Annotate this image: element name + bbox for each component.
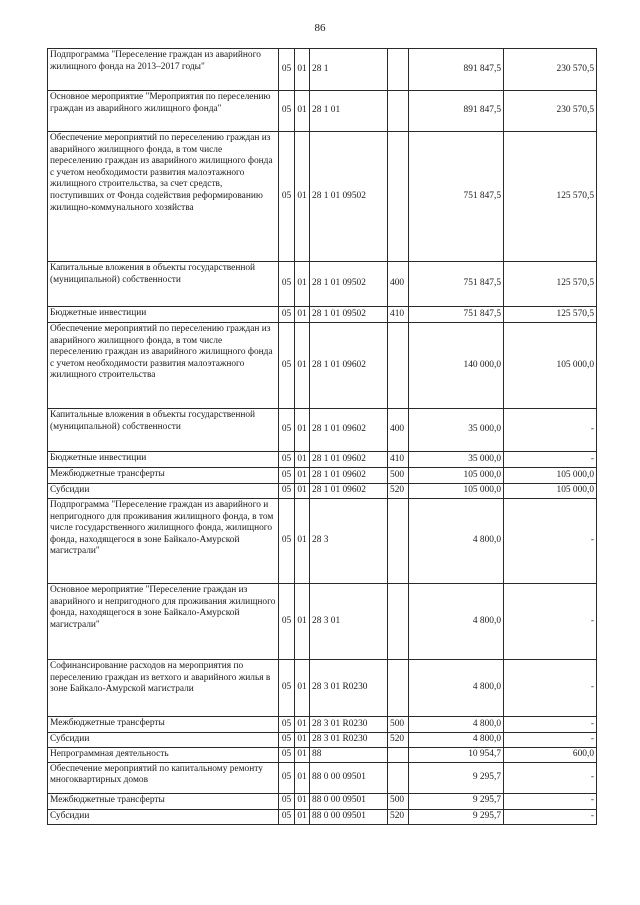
amount-year-1: 35 000,0 [409,409,504,452]
amount-year-1: 10 954,7 [409,748,504,763]
target-article-code: 88 0 00 09501 [310,793,388,809]
subsection-code: 01 [295,49,310,91]
target-article-code: 28 3 [310,499,388,584]
section-code: 05 [279,762,295,793]
amount-year-2: 125 570,5 [504,132,597,262]
section-code: 05 [279,733,295,748]
amount-year-2: - [504,762,597,793]
row-name: Основное мероприятие "Переселение граждан из аварийного и непригодного для проживания жилищного фонда, находящегося в зоне Байкало-Амурской магистрали" [48,584,279,660]
amount-year-1: 105 000,0 [409,484,504,499]
subsection-code: 01 [295,809,310,824]
section-code: 05 [279,809,295,824]
target-article-code: 28 3 01 [310,584,388,660]
table-row [48,499,597,584]
subsection-code: 01 [295,409,310,452]
expense-type-code: 520 [388,733,409,748]
subsection-code: 01 [295,323,310,409]
row-name: Обеспечение мероприятий по капитальному ремонту многоквартирных домов [48,762,279,793]
amount-year-1: 9 295,7 [409,793,504,809]
subsection-code: 01 [295,733,310,748]
table-row [48,409,597,452]
row-name: Межбюджетные трансферты [48,793,279,809]
target-article-code: 28 3 01 R0230 [310,733,388,748]
subsection-code: 01 [295,717,310,733]
expense-type-code [388,748,409,763]
amount-year-2: 105 000,0 [504,484,597,499]
amount-year-2: - [504,733,597,748]
subsection-code: 01 [295,584,310,660]
subsection-code: 01 [295,468,310,484]
amount-year-1: 751 847,5 [409,132,504,262]
row-name: Непрограммная деятельность [48,748,279,763]
table-row [48,809,597,824]
expense-type-code: 400 [388,262,409,307]
row-name: Софинансирование расходов на мероприятия по переселению граждан из ветхого и аварийного жилья в зоне Байкало-Амурской магистрали [48,660,279,717]
row-name: Основное мероприятие "Мероприятия по переселению граждан из аварийного жилищного фонда" [48,91,279,132]
amount-year-1: 4 800,0 [409,584,504,660]
target-article-code: 88 0 00 09501 [310,762,388,793]
amount-year-1: 751 847,5 [409,307,504,323]
amount-year-1: 4 800,0 [409,499,504,584]
table-row [48,132,597,262]
target-article-code: 88 [310,748,388,763]
row-name: Капитальные вложения в объекты государственной (муниципальной) собственности [48,262,279,307]
table-row [48,793,597,809]
section-code: 05 [279,468,295,484]
row-name: Подпрограмма "Переселение граждан из аварийного и непригодного для проживания жилищного фонда, в том числе государственного жилищного фонда, жилищного фонда, находящегося в зоне Байкало-Амурской магистрали" [48,499,279,584]
subsection-code: 01 [295,132,310,262]
table-row [48,748,597,763]
row-name: Субсидии [48,484,279,499]
expense-type-code: 410 [388,307,409,323]
subsection-code: 01 [295,484,310,499]
target-article-code: 28 1 01 09602 [310,468,388,484]
section-code: 05 [279,262,295,307]
section-code: 05 [279,307,295,323]
table-row [48,733,597,748]
amount-year-2: - [504,793,597,809]
amount-year-2: - [504,809,597,824]
amount-year-1: 751 847,5 [409,262,504,307]
target-article-code: 28 1 01 09502 [310,132,388,262]
target-article-code: 88 0 00 09501 [310,809,388,824]
amount-year-2: 230 570,5 [504,91,597,132]
target-article-code: 28 1 01 09602 [310,484,388,499]
amount-year-1: 35 000,0 [409,452,504,468]
target-article-code: 28 1 01 09602 [310,409,388,452]
subsection-code: 01 [295,660,310,717]
subsection-code: 01 [295,262,310,307]
table-row [48,484,597,499]
expense-type-code: 500 [388,717,409,733]
section-code: 05 [279,748,295,763]
table-row [48,468,597,484]
section-code: 05 [279,484,295,499]
page-number: 86 [314,22,326,34]
target-article-code: 28 1 01 [310,91,388,132]
expense-type-code: 410 [388,452,409,468]
amount-year-2: - [504,717,597,733]
amount-year-1: 9 295,7 [409,809,504,824]
subsection-code: 01 [295,762,310,793]
subsection-code: 01 [295,499,310,584]
row-name: Обеспечение мероприятий по переселению граждан из аварийного жилищного фонда, в том числе переселению граждан из аварийного жилищного фонда с учетом необходимости развития малоэтажного жилищного строительства, за счет средств, поступивших от Фонда содействия реформированию жилищно-коммунального хозяйства [48,132,279,262]
expense-type-code [388,323,409,409]
amount-year-1: 9 295,7 [409,762,504,793]
expense-type-code: 520 [388,809,409,824]
row-name: Капитальные вложения в объекты государственной (муниципальной) собственности [48,409,279,452]
subsection-code: 01 [295,91,310,132]
target-article-code: 28 3 01 R0230 [310,717,388,733]
row-name: Подпрограмма "Переселение граждан из аварийного жилищного фонда на 2013–2017 годы" [48,49,279,91]
expense-type-code [388,762,409,793]
amount-year-1: 891 847,5 [409,91,504,132]
table-row [48,91,597,132]
amount-year-2: 125 570,5 [504,307,597,323]
amount-year-1: 4 800,0 [409,660,504,717]
row-name: Субсидии [48,733,279,748]
expense-type-code [388,660,409,717]
subsection-code: 01 [295,307,310,323]
table-row [48,584,597,660]
amount-year-2: - [504,409,597,452]
budget-table-body [48,49,597,825]
section-code: 05 [279,584,295,660]
target-article-code: 28 1 [310,49,388,91]
expense-type-code: 400 [388,409,409,452]
table-row [48,660,597,717]
table-row [48,49,597,91]
amount-year-2: - [504,499,597,584]
expense-type-code [388,49,409,91]
section-code: 05 [279,499,295,584]
table-row [48,762,597,793]
subsection-code: 01 [295,793,310,809]
expense-type-code [388,132,409,262]
amount-year-2: 105 000,0 [504,468,597,484]
table-row [48,262,597,307]
row-name: Обеспечение мероприятий по переселению граждан из аварийного жилищного фонда, в том числе переселению граждан из аварийного жилищного фонда с учетом необходимости развития малоэтажного жилищного строительства [48,323,279,409]
amount-year-1: 4 800,0 [409,717,504,733]
budget-table [47,48,597,825]
row-name: Субсидии [48,809,279,824]
row-name: Бюджетные инвестиции [48,452,279,468]
amount-year-1: 140 000,0 [409,323,504,409]
expense-type-code: 520 [388,484,409,499]
section-code: 05 [279,323,295,409]
section-code: 05 [279,91,295,132]
amount-year-1: 4 800,0 [409,733,504,748]
section-code: 05 [279,717,295,733]
table-row [48,452,597,468]
amount-year-2: 600,0 [504,748,597,763]
section-code: 05 [279,132,295,262]
section-code: 05 [279,660,295,717]
target-article-code: 28 1 01 09502 [310,307,388,323]
amount-year-2: - [504,584,597,660]
expense-type-code: 500 [388,468,409,484]
amount-year-2: - [504,660,597,717]
section-code: 05 [279,409,295,452]
row-name: Бюджетные инвестиции [48,307,279,323]
target-article-code: 28 3 01 R0230 [310,660,388,717]
subsection-code: 01 [295,452,310,468]
expense-type-code [388,499,409,584]
target-article-code: 28 1 01 09602 [310,452,388,468]
expense-type-code: 500 [388,793,409,809]
amount-year-2: 230 570,5 [504,49,597,91]
target-article-code: 28 1 01 09502 [310,262,388,307]
table-row [48,717,597,733]
row-name: Межбюджетные трансферты [48,468,279,484]
section-code: 05 [279,49,295,91]
subsection-code: 01 [295,748,310,763]
table-row [48,323,597,409]
table-row [48,307,597,323]
amount-year-1: 105 000,0 [409,468,504,484]
amount-year-2: 105 000,0 [504,323,597,409]
expense-type-code [388,91,409,132]
section-code: 05 [279,793,295,809]
amount-year-1: 891 847,5 [409,49,504,91]
expense-type-code [388,584,409,660]
section-code: 05 [279,452,295,468]
amount-year-2: - [504,452,597,468]
amount-year-2: 125 570,5 [504,262,597,307]
row-name: Межбюджетные трансферты [48,717,279,733]
target-article-code: 28 1 01 09602 [310,323,388,409]
